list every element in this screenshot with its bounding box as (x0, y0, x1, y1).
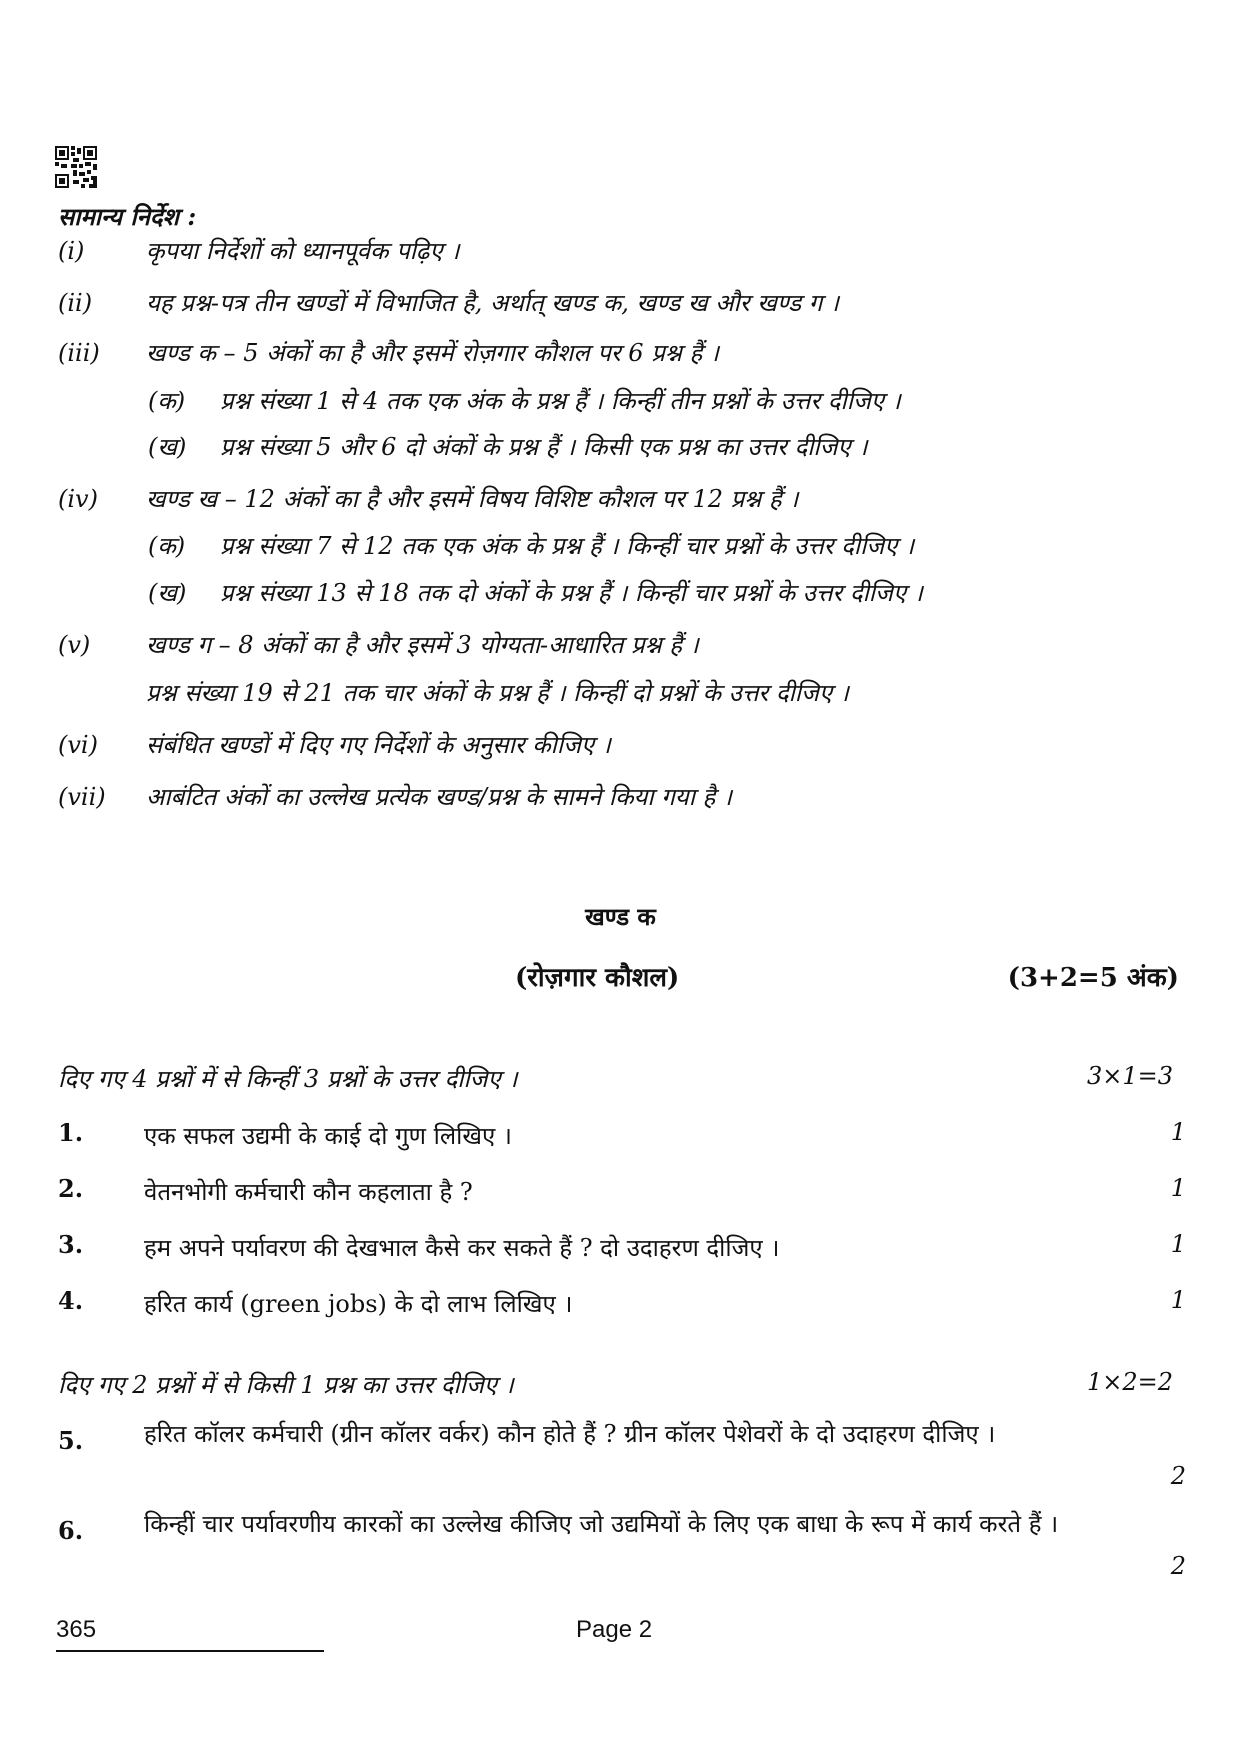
question-text: एक सफल उद्यमी के काई दो गुण लिखिए । (144, 1122, 512, 1150)
sub-text: प्रश्न संख्या 1 से 4 तक एक अंक के प्रश्न हैं । किन्हीं तीन प्रश्नों के उत्तर दीजिए । (220, 387, 901, 415)
page-number: Page 2 (576, 1616, 653, 1643)
instruction-number: (vi) (58, 731, 98, 759)
question-marks: 2 (1170, 1552, 1186, 1580)
question-marks: 1 (1170, 1118, 1186, 1146)
group-marks: 3×1=3 (1086, 1062, 1173, 1090)
instruction-text: खण्ड क – 5 अंकों का है और इसमें रोज़गार कौशल पर 6 प्रश्न हैं । (146, 339, 719, 367)
section-title: खण्ड क (585, 902, 656, 931)
general-instructions-heading: सामान्य निर्देश : (58, 202, 197, 231)
question-marks: 2 (1170, 1462, 1186, 1490)
question-number: 5. (58, 1426, 84, 1455)
instruction-text: संबंधित खण्डों में दिए गए निर्देशों के अनुसार कीजिए । (146, 731, 611, 759)
question-text: हरित कॉलर कर्मचारी (ग्रीन कॉलर वर्कर) कौन होते हैं ? ग्रीन कॉलर पेशेवरों के दो उदाहरण दीजिए । (144, 1420, 996, 1448)
question-text: वेतनभोगी कर्मचारी कौन कहलाता है ? (144, 1178, 473, 1206)
question-number: 3. (58, 1230, 84, 1259)
sub-text: प्रश्न संख्या 5 और 6 दो अंकों के प्रश्न हैं । किसी एक प्रश्न का उत्तर दीजिए । (220, 433, 868, 461)
instruction-number: (ii) (58, 289, 93, 317)
instruction-number: (iv) (58, 485, 98, 513)
question-number: 2. (58, 1174, 84, 1203)
question-marks: 1 (1170, 1286, 1186, 1314)
group-instruction: दिए गए 4 प्रश्नों में से किन्हीं 3 प्रश्नों के उत्तर दीजिए । (58, 1065, 518, 1093)
sub-label: (ख) (148, 433, 187, 461)
footer-divider (56, 1650, 324, 1652)
question-text: हम अपने पर्यावरण की देखभाल कैसे कर सकते हैं ? दो उदाहरण दीजिए । (144, 1234, 780, 1262)
sub-label: (क) (148, 532, 186, 560)
group-instruction: दिए गए 2 प्रश्नों में से किसी 1 प्रश्न का उत्तर दीजिए । (58, 1371, 514, 1399)
sub-label: (ख) (148, 579, 187, 607)
instruction-text: यह प्रश्न-पत्र तीन खण्डों में विभाजित है, अर्थात् खण्ड क, खण्ड ख और खण्ड ग । (146, 289, 839, 317)
instruction-text: खण्ड ख – 12 अंकों का है और इसमें विषय विशिष्ट कौशल पर 12 प्रश्न हैं । (146, 485, 799, 513)
instruction-number: (vii) (58, 783, 106, 811)
question-text: हरित कार्य (green jobs) के दो लाभ लिखिए । (144, 1290, 573, 1318)
instruction-text: आबंटित अंकों का उल्लेख प्रत्येक खण्ड/प्रश्न के सामने किया गया है । (146, 783, 733, 811)
paper-code: 365 (56, 1616, 97, 1643)
question-marks: 1 (1170, 1230, 1186, 1258)
question-number: 1. (58, 1118, 84, 1147)
question-number: 6. (58, 1516, 84, 1545)
instruction-number: (v) (58, 631, 91, 659)
instruction-number: (iii) (58, 339, 100, 367)
instruction-text: खण्ड ग – 8 अंकों का है और इसमें 3 योग्यता-आधारित प्रश्न हैं । (146, 631, 699, 659)
group-marks: 1×2=2 (1086, 1368, 1173, 1396)
question-marks: 1 (1170, 1174, 1186, 1202)
section-marks: (3+2=5 अंक) (1007, 963, 1179, 993)
section-subtitle: (रोज़गार कौशल) (515, 963, 680, 993)
instruction-number: (i) (58, 237, 85, 265)
qr-code-icon (55, 146, 97, 188)
sub-label: (क) (148, 387, 186, 415)
instruction-continuation: प्रश्न संख्या 19 से 21 तक चार अंकों के प्रश्न हैं । किन्हीं दो प्रश्नों के उत्तर दीजिए । (146, 679, 849, 707)
question-number: 4. (58, 1286, 84, 1315)
sub-text: प्रश्न संख्या 7 से 12 तक एक अंक के प्रश्न हैं । किन्हीं चार प्रश्नों के उत्तर दीजिए । (220, 532, 915, 560)
question-text: किन्हीं चार पर्यावरणीय कारकों का उल्लेख कीजिए जो उद्यमियों के लिए एक बाधा के रूप में कार्य करते हैं । (144, 1510, 1059, 1538)
sub-text: प्रश्न संख्या 13 से 18 तक दो अंकों के प्रश्न हैं । किन्हीं चार प्रश्नों के उत्तर दीजिए । (220, 579, 923, 607)
instruction-text: कृपया निर्देशों को ध्यानपूर्वक पढ़िए । (146, 237, 460, 265)
